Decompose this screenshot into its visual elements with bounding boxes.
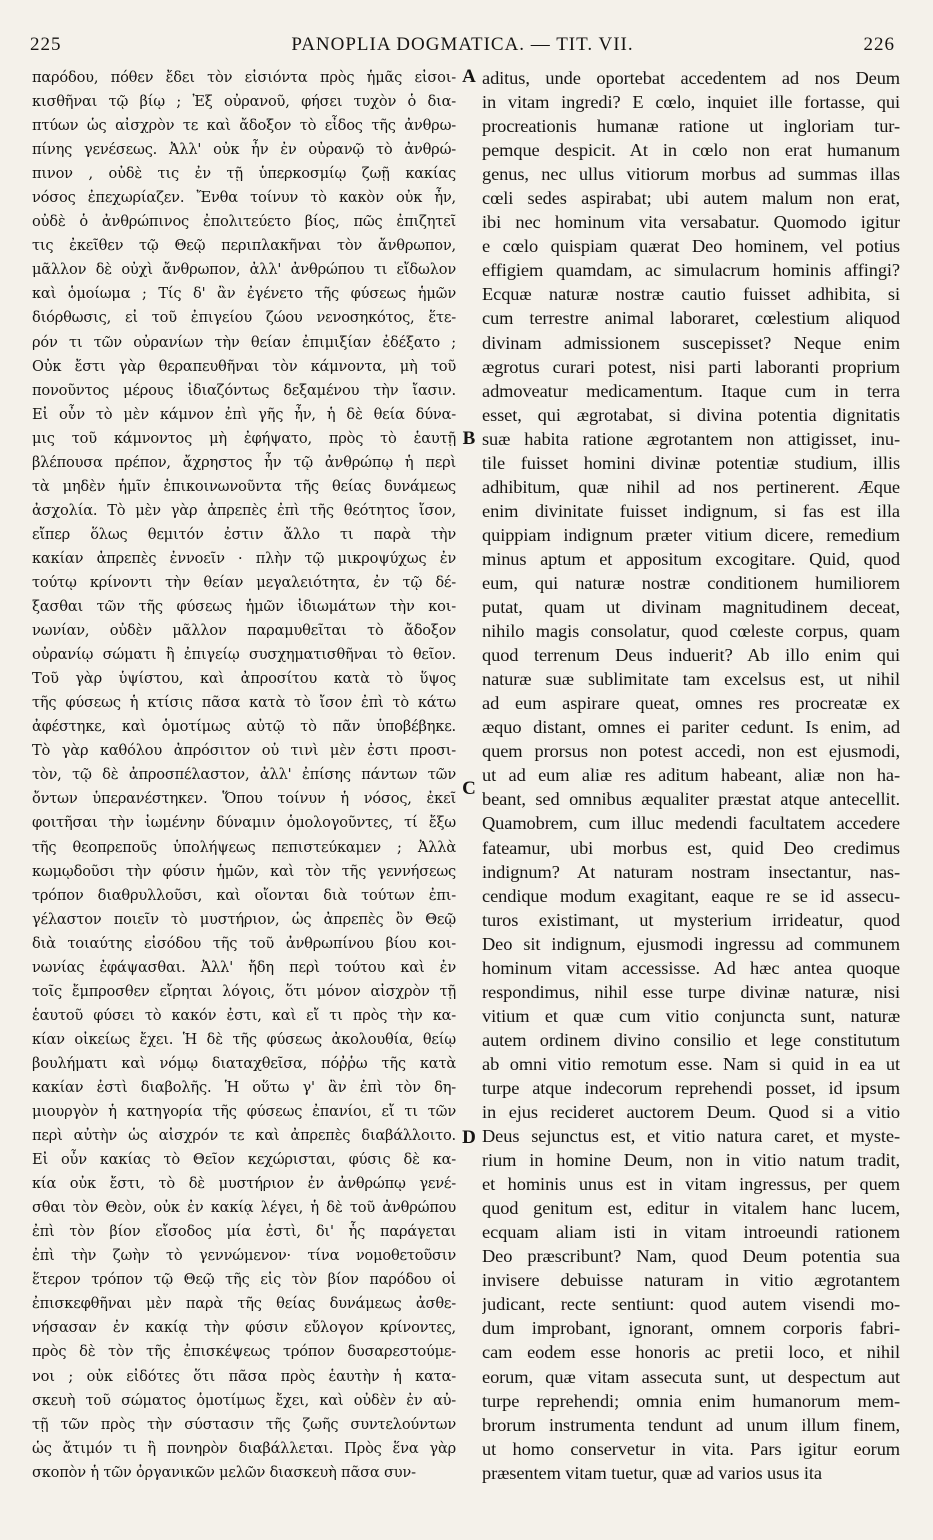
latin-text-line: dum improbant, ignorant, omnem corporis fabri- — [482, 1318, 900, 1339]
section-marker-a: A — [462, 66, 476, 87]
greek-text-line: κίαν οἰκείως ἔχει. Ἡ δὲ τῆς φύσεως ἀκολουθία, θείῳ — [32, 1030, 456, 1048]
latin-text-line: rium in homine Deum, non in vitio natum tradit, — [482, 1150, 900, 1171]
greek-text-line: μις τοῦ κάμνοντος μὴ ἐφήψατο, πρὸς τὸ ἑαυτῇ — [32, 429, 456, 447]
greek-text-line: τούτῳ κρίνοντι τὴν θείαν μεγαλειότητα, ἐν τῷ δέ- — [32, 573, 456, 591]
latin-text-line: quippiam indignum præter vitium dicere, remedium — [482, 524, 900, 545]
greek-text-line: φοιτῆσαι τὴν ἰωμένην δύναμιν ὁμολογοῦντες, τί ἔξω — [32, 814, 456, 832]
greek-text-line: διὰ τοιαύτης εἰσόδου τῆς τοῦ ἀνθρωπίνου βίου κοι- — [32, 934, 456, 952]
page-number-left: 225 — [30, 34, 62, 55]
latin-text-line: vitium et quæ cum vitio conjuncta sunt, naturæ — [482, 1005, 900, 1026]
greek-text-line: ἀφέστηκε, καὶ ὁμοτίμως αὐτῷ τὸ πᾶν ὑποβέβηκε. — [32, 718, 456, 736]
latin-text-line: turpe atque indecorum reprehendi posset, id ipsum — [482, 1077, 900, 1098]
latin-text-line: in vitam ingredi? E cœlo, inquiet ille fortasse, qui — [482, 92, 900, 113]
latin-text-line: suæ habita ratione ægrotantem non attigisset, inu- — [482, 428, 900, 449]
latin-text-line: tile fuisset homini divinæ potentiæ studium, illis — [482, 452, 900, 473]
latin-text-line: turpe reprehendi; omnia enim humanorum mem- — [482, 1390, 900, 1411]
greek-text-line: τις ἐκεῖθεν τῷ Θεῷ περιπλακῆναι τὸν ἄνθρωπον, — [32, 237, 456, 255]
latin-text-line: fateamur, ubi morbus est, quid Deo credimus — [482, 837, 900, 858]
greek-text-line: πρὸς δὲ τὸν τῆς ἐπισκέψεως τρόπον δυσαρεστούμε- — [32, 1343, 456, 1361]
greek-text-line: Τὸ γὰρ καθόλου ἀπρόσιτον οὐ τινὶ μὲν ἐστι προσι- — [32, 742, 456, 760]
greek-text-line: ἐπὶ τὸν βίον εἴσοδος μία ἐστὶ, δι' ἧς παράγεται — [32, 1223, 456, 1241]
greek-text-line: νήσασαν ἐν κακίᾳ τὴν φύσιν εὔλογον κρίνοντες, — [32, 1319, 456, 1337]
greek-text-line: διόρθωσις, εἰ τοῦ ἐπιγείου ζώου νενοσηκότος, ἕτε- — [32, 309, 456, 327]
greek-text-line: καὶ ὁμοίωμα ; Τίς δ' ἂν ἐγένετο τῆς φύσεως ἡμῶν — [32, 285, 456, 303]
greek-text-line: ὄντων ὑπερανέστηκεν. Ὅπου τοίνυν ἡ νόσος, ἐκεῖ — [32, 790, 456, 808]
latin-text-line: autem ordinem divino consilio et lege constitutum — [482, 1029, 900, 1050]
greek-text-line: πονοῦντος μέρους ἰδιαζόντως δεξαμένου τὴν ἴασιν. — [32, 381, 456, 399]
latin-text-line: respondimus, nihil esse turpe divinæ naturæ, nisi — [482, 981, 900, 1002]
latin-text-line: admoveatur medicamentum. Itaque cum in terra — [482, 380, 900, 401]
greek-text-line: κισθῆναι τῷ βίῳ ; Ἐξ οὐρανοῦ, φήσει τυχὸν ὁ δια- — [32, 93, 456, 111]
greek-text-line: πίνης γενέσεως. Ἀλλ' οὐκ ἦν ἐν οὐρανῷ τὸ ἀνθρώ- — [32, 141, 456, 159]
latin-text-line: ut ad eum aliæ res aditum habeant, aliæ non ha- — [482, 765, 900, 786]
latin-text-line: naturæ suæ sublimitate tam excelsus est, ut nihil — [482, 669, 900, 690]
latin-text-line: Deo sit indignum, ejusmodi ingressu ad communem — [482, 933, 900, 954]
latin-text-line: præsentem vitam tuetur, quæ ad varios usus ita — [482, 1462, 822, 1483]
latin-text-line: hominum vitam accessisse. Ad hæc antea quoque — [482, 957, 900, 978]
greek-text-line: πτύων ὡς αἰσχρὸν τε καὶ ἄδοξον τὸ εἶδος τῆς ἀνθρω- — [32, 117, 456, 135]
latin-text-line: ad eum aspirare queat, omnes res procreatæ ex — [482, 693, 900, 714]
latin-text-line: quod genitum est, editur in vitalem hanc lucem, — [482, 1198, 900, 1219]
latin-text-line: Quamobrem, cum illuc medendi facultatem accedere — [482, 813, 900, 834]
greek-text-line: τῆς φύσεως ἡ κτίσις πᾶσα κατὰ τὸ ἴσον ἐπὶ τὸ κάτω — [32, 694, 456, 712]
greek-text-line: σκοπὸν ἡ τῶν ὀργανικῶν μελῶν διασκευὴ πᾶσα συν- — [32, 1463, 416, 1481]
greek-text-line: ἕτερον τρόπον τῷ Θεῷ τῆς εἰς τὸν βίον παρόδου οἱ — [32, 1271, 456, 1289]
latin-text-line: minus aptum et appositum excogitare. Quid, quod — [482, 548, 900, 569]
latin-text-line: eorum, quæ vitam assecuta sunt, ut despectum aut — [482, 1366, 900, 1387]
greek-text-line: μᾶλλον δὲ οὐχὶ ἄνθρωπον, ἀλλ' ἀνθρώπου τι εἴδωλον — [32, 261, 456, 279]
latin-text-line: putat, quam ut divinam magnitudinem deceat, — [482, 597, 900, 618]
greek-text-line: οὐρανίῳ σώματι ἢ ἐπιγείῳ συσχηματισθῆναι τὸ θεῖον. — [32, 646, 456, 664]
greek-text-line: ρόν τι τῶν οὐρανίων τὴν θείαν ἐπιμιξίαν ἐδέξατο ; — [32, 333, 456, 351]
section-marker-c: C — [462, 778, 476, 799]
greek-text-line: Οὐκ ἔστι γὰρ θεραπευθῆναι τὸν κάμνοντα, μὴ τοῦ — [32, 357, 456, 375]
latin-column — [482, 66, 900, 1530]
latin-text-line: cum terrestre animal laboraret, cœlestium aliquod — [482, 308, 900, 329]
latin-text-line: ibi nec hominum vita versabatur. Quomodo igitur — [482, 212, 900, 233]
greek-text-line: μιουργὸν ἡ κατηγορία τῆς φύσεως ἐπανίοι, εἴ τι τῶν — [32, 1103, 456, 1121]
greek-text-line: Εἰ οὖν τὸ μὲν κάμνον ἐπὶ γῆς ἦν, ἡ δὲ θεία δύνα- — [32, 405, 456, 423]
latin-text-line: beant, sed omnibus æqualiter præstat atque antecellit. — [482, 789, 900, 810]
latin-text-line: brorum instrumenta tendunt ad unum illum finem, — [482, 1414, 900, 1435]
latin-text-line: genus, nec ullus vitiorum morbus ad summas illas — [482, 164, 900, 185]
latin-text-line: ab omni vitio remotum esse. Nam si quid in ea ut — [482, 1053, 900, 1074]
latin-text-line: judicant, recte sentiunt: quod autem visendi mo- — [482, 1294, 900, 1315]
greek-text-line: ὡς ἄτιμόν τι ἢ πονηρὸν διαβάλλεται. Πρὸς ἕνα γὰρ — [32, 1439, 456, 1457]
greek-text-line: οὐδὲ ὁ ἀνθρώπινος ἐπολιτεύετο βίος, πῶς ἐπιζητεῖ — [32, 213, 456, 231]
greek-text-line: νοι ; οὐκ εἰδότες ὅτι πᾶσα πρὸς ἑαυτὴν ἡ κατα- — [32, 1367, 456, 1385]
greek-text-line: νόσος ἐπεχωρίαζεν. Ἔνθα τοίνυν τὸ κακὸν οὐκ ἦν, — [32, 189, 456, 207]
greek-text-line: ξασθαι τῶν τῆς φύσεως ἡμῶν ἰδιωμάτων τὴν κοι- — [32, 598, 456, 616]
greek-text-line: σθαι τὸν Θεὸν, οὐκ ἐν κακίᾳ λέγει, ἡ δὲ τοῦ ἀνθρώπου — [32, 1199, 456, 1217]
latin-text-line: adhibitum, quæ nihil ad nos pertinerent. Æque — [482, 476, 900, 497]
running-title: PANOPLIA DOGMATICA. — TIT. VII. — [291, 34, 634, 55]
greek-text-line: ἑαυτοῦ φύσει τὸ κακόν ἐστι, καὶ εἴ τι πρὸς τὴν κα- — [32, 1006, 456, 1024]
latin-text-line: Deus sejunctus est, et vitio natura caret, et myste- — [482, 1126, 900, 1147]
latin-text-line: ægrotus curari potest, nisi parti laboranti proprium — [482, 356, 900, 377]
greek-text-line: πινον , οὐδὲ τις ἐν τῇ ὑπερκοσμίῳ ζωῇ κακίας — [32, 165, 456, 183]
latin-text-line: et hominis unus est in vitam ingressus, per quem — [482, 1174, 900, 1195]
latin-text-line: æquo distant, omnes ei pariter cedunt. Is enim, ad — [482, 717, 900, 738]
section-marker-d: D — [462, 1127, 476, 1148]
latin-text-line: turos existimant, ut mysterium irrideatur, quod — [482, 909, 900, 930]
latin-text-line: invisere debuisse naturam in vitio ægrotantem — [482, 1270, 900, 1291]
latin-text-line: esset, qui ægrotabat, si divina potentia dignitatis — [482, 404, 900, 425]
latin-text-line: effigiem quamdam, ac simulacrum hominis affingi? — [482, 260, 900, 281]
greek-text-line: τῆς θεοπρεποῦς ὑπολήψεως πεπιστεύκαμεν ; Ἀλλὰ — [32, 838, 456, 856]
latin-text-line: indignum? At naturam nostram insectantur, nas- — [482, 861, 900, 882]
greek-text-line: τὸν, τῷ δὲ ἀπροσπέλαστον, ἀλλ' ἐπίσης πάντων τῶν — [32, 766, 456, 784]
latin-text-line: nihilo magis consolatur, quod cœleste corpus, quam — [482, 621, 900, 642]
latin-text-line: divinam admissionem suscepisset? Neque enim — [482, 332, 900, 353]
running-header — [30, 34, 895, 64]
greek-text-line: εἴπερ ὅλως θεμιτόν ἐστιν ἄλλο τι παρὰ τὴν — [32, 525, 456, 543]
greek-text-line: τῇ τῶν πρὸς τὴν σύστασιν τῆς ζωῆς συντελούντων — [32, 1415, 456, 1433]
greek-text-line: τὰ μηδὲν ἡμῖν ἐπικοινωνοῦντα τῆς θείας δυνάμεως — [32, 477, 456, 495]
greek-text-line: παρόδου, πόθεν ἔδει τὸν εἰσιόντα πρὸς ἡμᾶς εἰσοι- — [32, 69, 456, 86]
latin-text-line: ut homo conservetur in vita. Pars igitur eorum — [482, 1438, 900, 1459]
greek-text-line: κία οὐκ ἔστι, τὸ δὲ μυστήριον ἐν ἀνθρώπῳ γενέ- — [32, 1175, 456, 1193]
greek-text-line: κακίαν ἐστὶ διαβολῆς. Ἡ οὕτω γ' ἂν ἐπὶ τὸν δη- — [32, 1078, 456, 1096]
latin-text-line: in ejus recideret auctorem Deum. Quod si a vitio — [482, 1102, 900, 1123]
latin-text-line: procreationis humanæ ratione ut ingloriam tur- — [482, 116, 900, 137]
latin-text-line: eum, qui naturæ nostræ conditionem humiliorem — [482, 572, 900, 593]
greek-text-line: σκευὴ τοῦ σώματος ὁμοτίμως ἔχει, καὶ οὐδὲν ἐν αὐ- — [32, 1391, 456, 1409]
greek-text-line: ἐπὶ τὴν ζωὴν τὸ γεννώμενον· τίνα νομοθετοῦσιν — [32, 1247, 456, 1265]
latin-text-line: cendique modum exagitant, eaque re se id assecu- — [482, 885, 900, 906]
greek-column — [32, 66, 456, 1530]
greek-text-line: γέλαστον ποιεῖν τὸ μυστήριον, ὡς ἀπρεπὲς ὂν Θεῷ — [32, 910, 456, 928]
greek-text-line: κακίαν ἀπρεπὲς ἐννοεῖν · πλὴν τῷ μικροψύχως ἐν — [32, 549, 456, 567]
latin-text-line: quod terrenum Deus induerit? Ab illo enim qui — [482, 645, 900, 666]
latin-text-line: Ecquæ naturæ nostræ cautio fuisset adhibita, si — [482, 284, 900, 305]
greek-text-line: βλέπουσα πρέπον, ἄχρηστος ἦν τῷ ἀνθρώπῳ ἡ περὶ — [32, 453, 456, 471]
greek-text-line: Εἰ οὖν κακίας τὸ Θεῖον κεχώρισται, φύσις δὲ κα- — [32, 1151, 456, 1169]
greek-text-line: Τοῦ γὰρ ὑψίστου, καὶ ἀπροσίτου κατὰ τὸ ὕψος — [32, 670, 456, 688]
greek-text-line: βουλήματι καὶ νόμῳ διαταχθεῖσα, πόῤῥω τῆς κατὰ — [32, 1054, 456, 1072]
latin-text-line: cam eodem esse honoris ac pretii loco, et nihil — [482, 1342, 900, 1363]
latin-text-line: Deo præscribunt? Nam, quod Deum potentia sua — [482, 1246, 900, 1267]
latin-text-line: aditus, unde oportebat accedentem ad nos Deum — [482, 68, 900, 88]
latin-text-line: quem prorsus non potest accedi, non est ejusmodi, — [482, 741, 900, 762]
latin-text-line: cœli sedes aspirabat; ubi autem malum non erat, — [482, 188, 900, 209]
greek-text-line: ἀσχολία. Τὸ μὲν γὰρ ἀπρεπὲς ἐπὶ τῆς θεότητος ἴσον, — [32, 501, 456, 519]
latin-text-line: ecquam aliam isti in vitam introeundi rationem — [482, 1222, 900, 1243]
greek-text-line: νωνίας ἐφάψασθαι. Ἀλλ' ἤδη περὶ τούτου καὶ ἐν — [32, 958, 456, 976]
latin-text-line: enim divinitate fuisset indignum, si fas est illa — [482, 500, 900, 521]
latin-text-line: e cœlo quispiam quærat Deo hominem, vel potius — [482, 236, 900, 257]
greek-text-line: περὶ αὐτὴν ὡς αἰσχρόν τε καὶ ἀπρεπὲς διαβάλλοιτο. — [32, 1127, 456, 1145]
greek-text-line: τρόπον διαθρυλλοῦσι, καὶ οἴονται διὰ τούτων ἐπι- — [32, 886, 456, 904]
page-number-right: 226 — [863, 34, 895, 55]
section-marker-b: B — [462, 428, 476, 449]
latin-text-line: pemque despicit. At in cœlo non erat humanum — [482, 140, 900, 161]
greek-text-line: κωμῳδοῦσι τὴν φύσιν ἡμῶν, καὶ τὸν τῆς γεννήσεως — [32, 862, 456, 880]
greek-text-line: νωνίαν, οὐδὲν μᾶλλον παραμυθεῖται τὸ ἄδοξον — [32, 622, 456, 640]
greek-text-line: ἐπισκεφθῆναι μὲν παρὰ τῆς θείας δυνάμεως ἀσθε- — [32, 1295, 456, 1313]
greek-text-line: τοῖς ἔμπροσθεν εἴρηται λόγοις, ὅτι μόνον αἰσχρὸν τῇ — [32, 982, 456, 1000]
